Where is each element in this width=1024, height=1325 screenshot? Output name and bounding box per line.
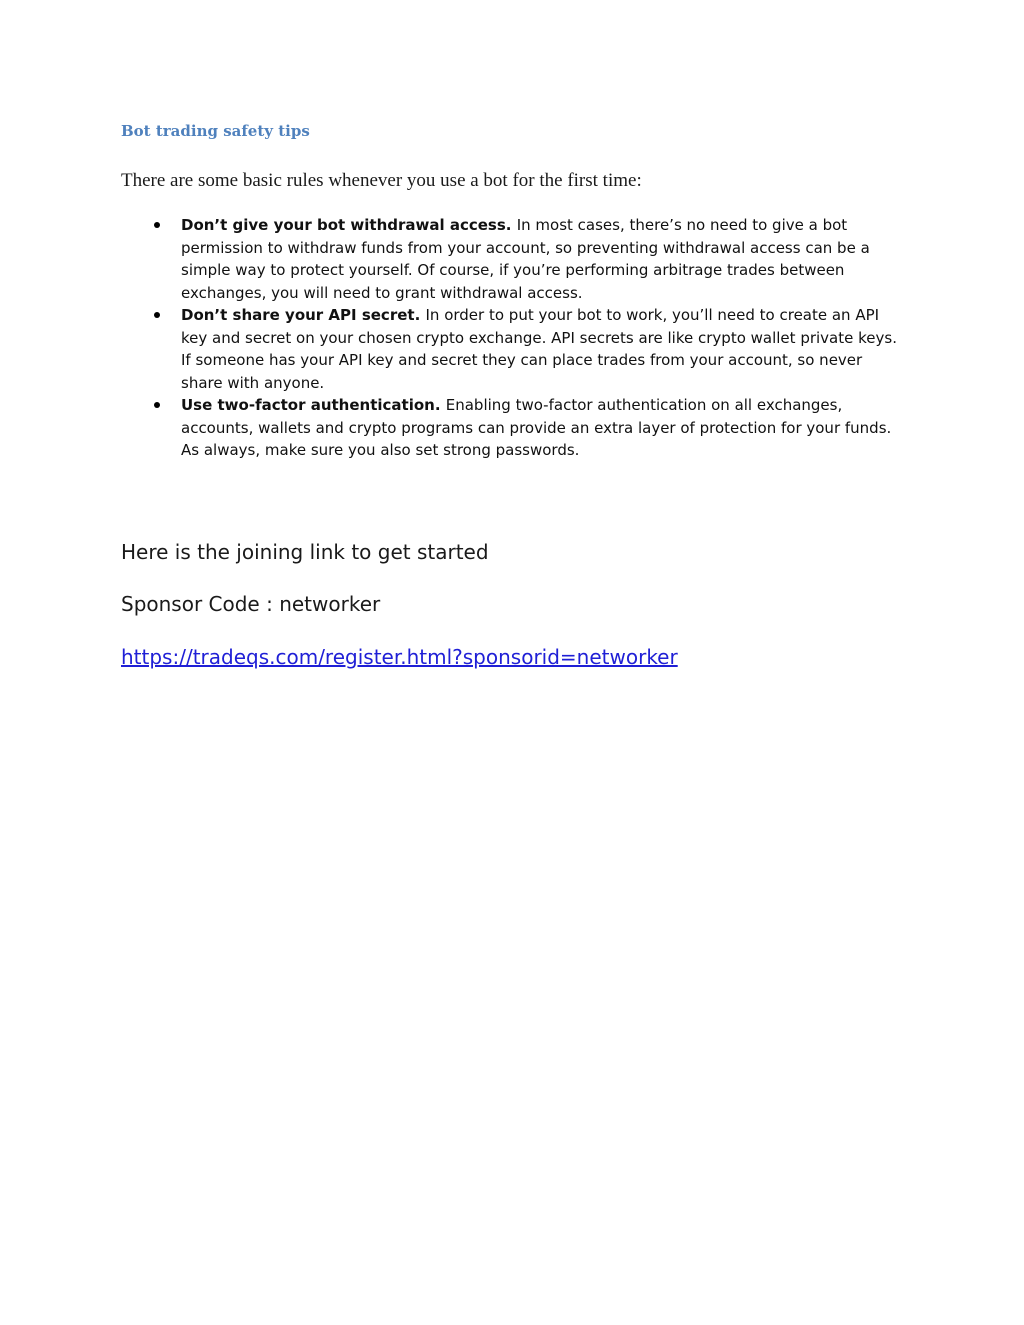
joining-text: Here is the joining link to get started	[121, 540, 489, 564]
list-item	[181, 304, 901, 394]
tip-title: Don’t give your bot withdrawal access.	[181, 216, 517, 234]
tip-text: In order to put your bot to work, you’ll need to create an API key and secret on your chosen crypto exchange. API secrets are like crypto wallet private keys. If someone has your API key and secret they can place trades from your account, so never share with anyone.	[181, 306, 897, 392]
bullet-icon	[154, 402, 160, 408]
sponsor-code: Sponsor Code : networker	[121, 592, 381, 616]
tip-text: In most cases, there’s no need to give a bot permission to withdraw funds from your account, so preventing withdrawal access can be a simple way to protect yourself. Of course, if you’re performing arbitrage trades between exchanges, you will need to grant withdrawal access.	[181, 216, 870, 302]
bullet-icon	[154, 312, 160, 318]
bullet-icon	[154, 222, 160, 228]
tip-text: Enabling two-factor authentication on all exchanges, accounts, wallets and crypto programs can provide an extra layer of protection for your funds. As always, make sure you also set strong passwords.	[181, 396, 892, 459]
intro-paragraph: There are some basic rules whenever you use a bot for the first time:	[121, 170, 642, 191]
tip-title: Use two-factor authentication.	[181, 396, 446, 414]
list-item	[181, 214, 901, 304]
tip-title: Don’t share your API secret.	[181, 306, 426, 324]
register-link[interactable]: https://tradeqs.com/register.html?sponsorid=networker	[121, 645, 678, 669]
list-item	[181, 394, 901, 462]
tips-list	[181, 214, 901, 462]
section-heading: Bot trading safety tips	[121, 122, 310, 140]
